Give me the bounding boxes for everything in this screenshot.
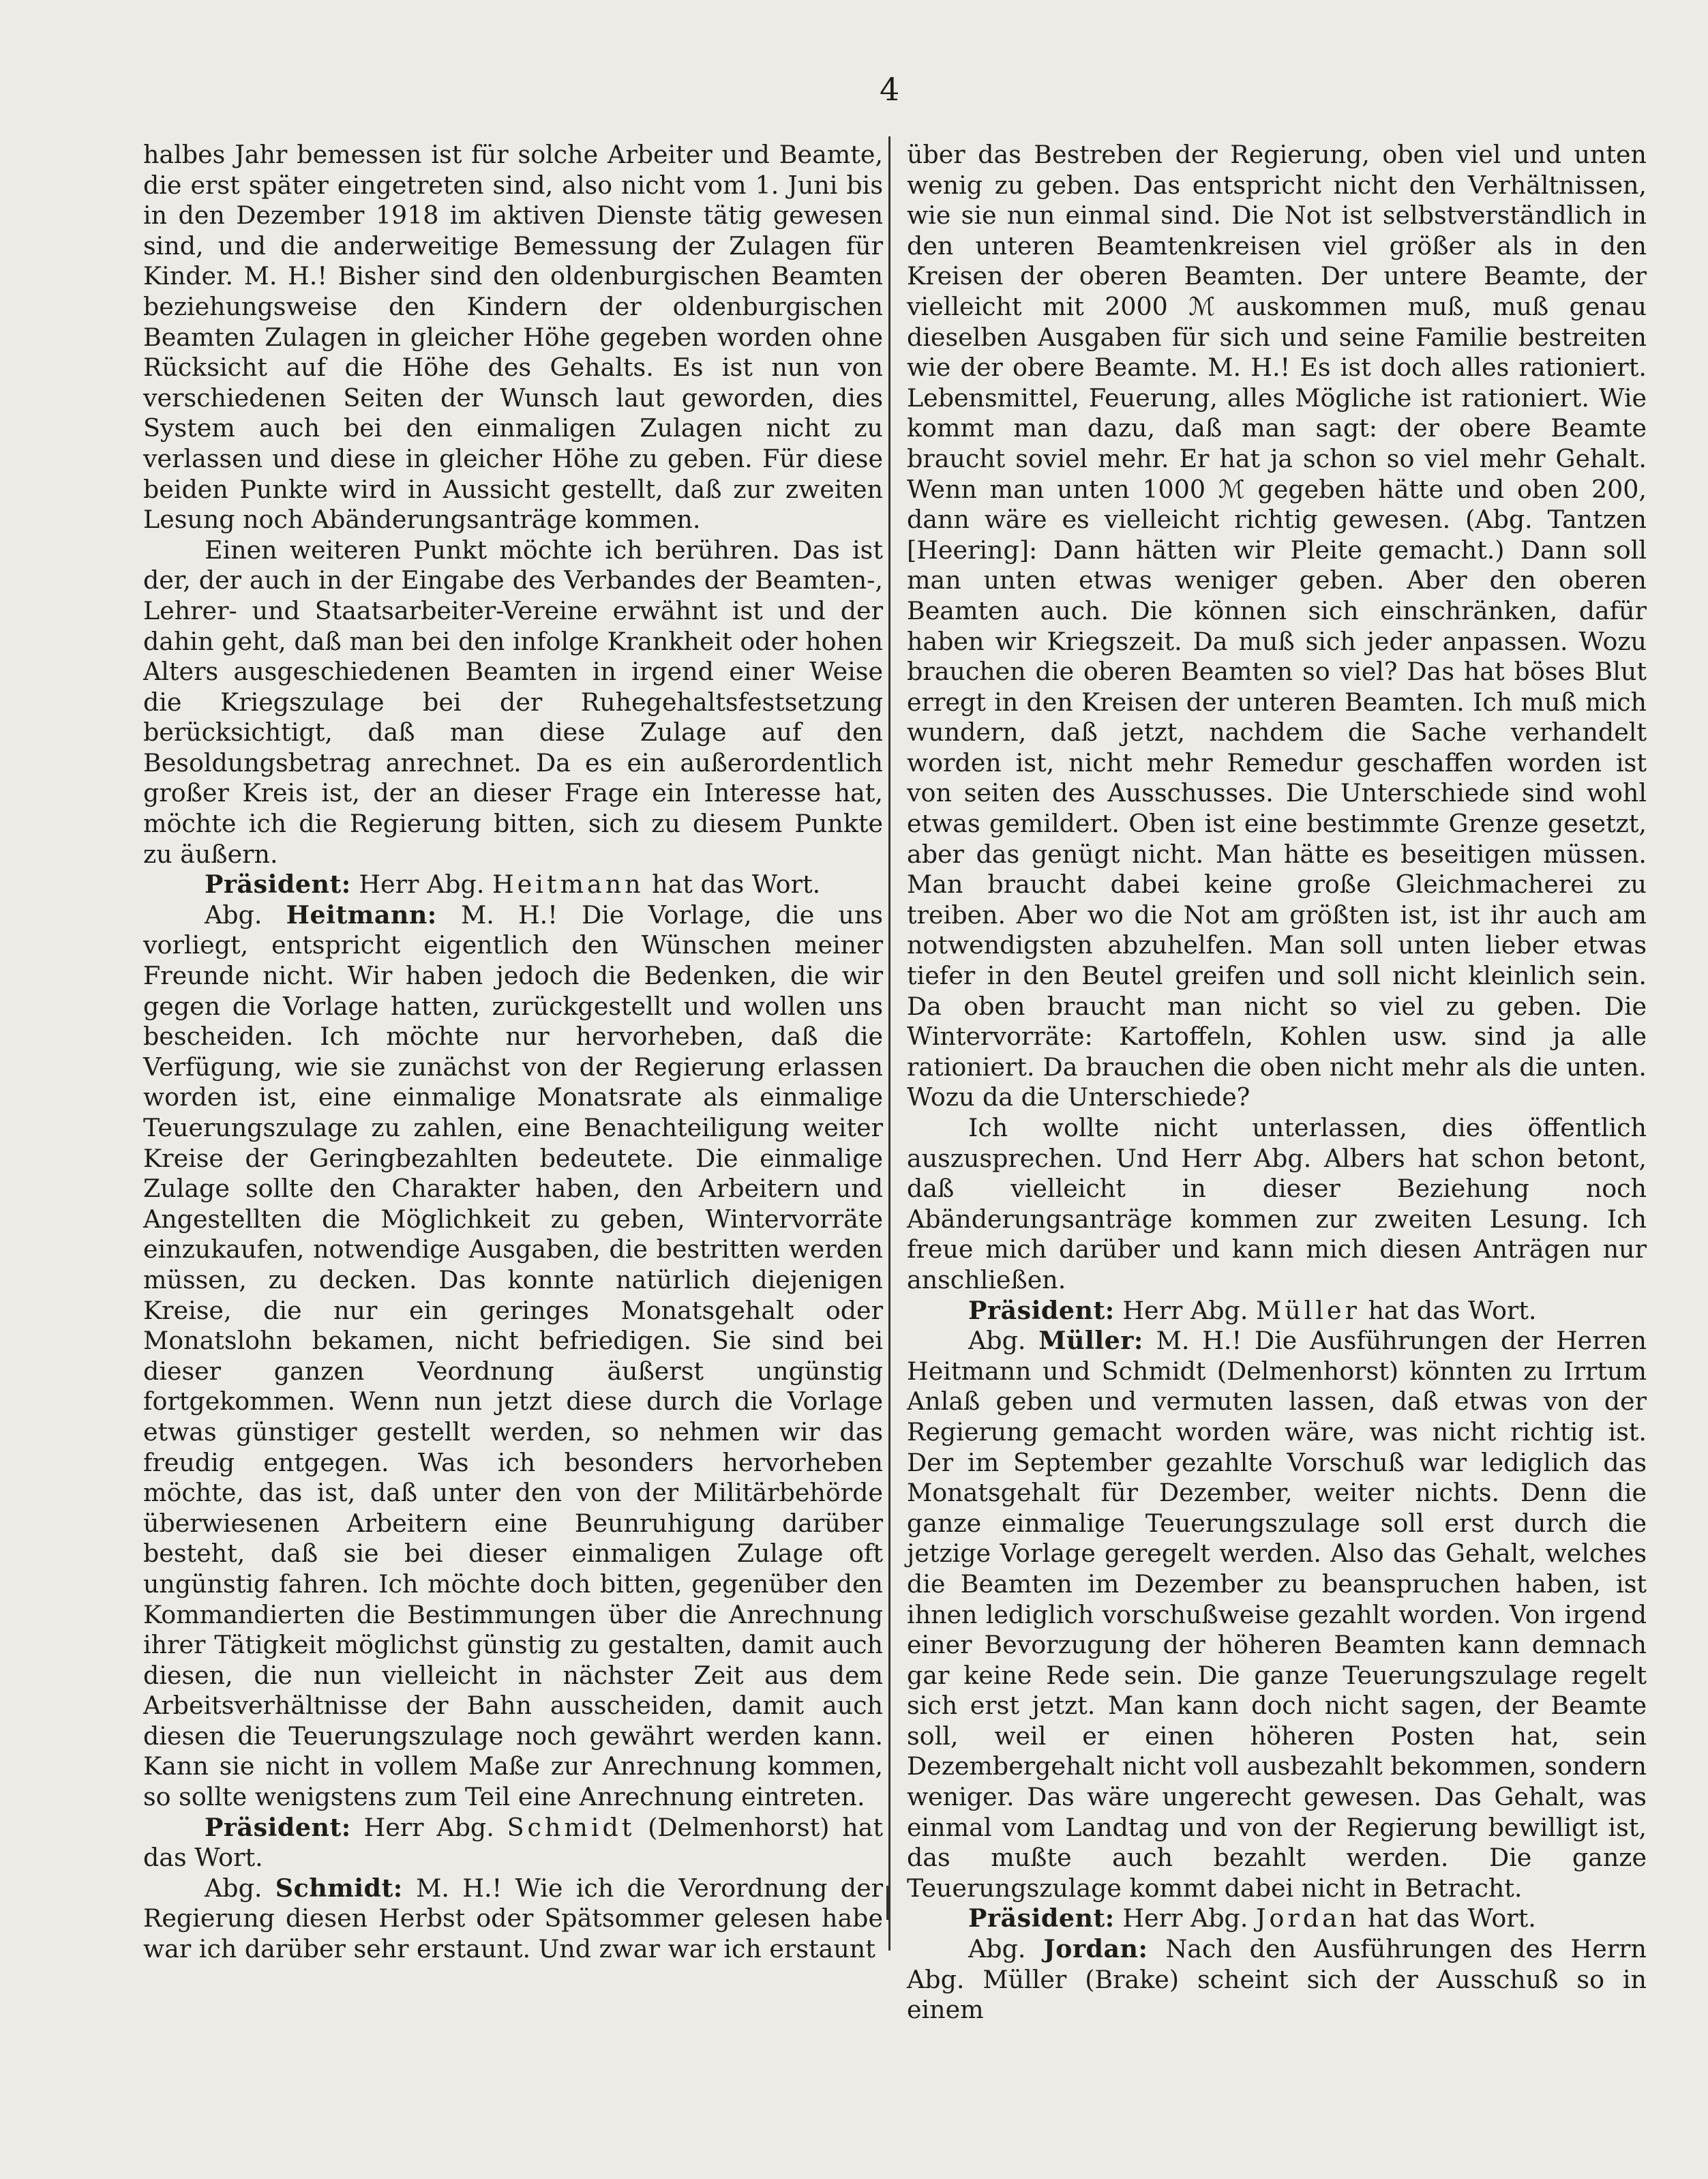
speech-text: hat das Wort. <box>652 870 821 900</box>
speaker-label: Präsident: <box>205 1812 351 1842</box>
paragraph: Einen weiteren Punkt möchte ich berühren. Das ist der, der auch in der Eingabe des Verbandes der Beamten-, Lehrer- und Staatsarbeiter-Vereine erwähnt ist und der dahin geht, daß man bei den infolge Krankheit oder hohen Alters ausgeschiedenen Beamten in irgend einer Weise die Kriegszulage bei der Ruhegehaltsfestsetzung berücksichtigt, daß man diese Zulage auf den Besoldungsbetrag anrechnet. Da es ein außerordentlich großer Kreis ist, der an dieser Frage ein Interesse hat, möchte ich die Regierung bitten, sich zu diesem Punkte zu äußern. <box>143 535 883 869</box>
speaker-label: Präsident: <box>968 1903 1115 1933</box>
speaker-label: Schmidt: <box>275 1873 403 1903</box>
speaker-name: Jordan <box>1255 1903 1360 1933</box>
column-divider <box>888 136 890 1951</box>
left-column <box>143 140 883 1965</box>
speech-text: M. H.! Die Ausführungen der Herren Heitmann und Schmidt (Delmenhorst) könnten zu Irrtum Anlaß geben und vermuten lassen, daß etwas von der Regierung gemacht worden wäre, was nicht richtig ist. Der im September gezahlte Vorschuß war lediglich das Monatsgehalt für Dezember, weiter nichts. Denn die ganze einmalige Teuerungszulage soll erst durch die jetzige Vorlage geregelt werden. Also das Gehalt, welches die Beamten im Dezember zu beanspruchen haben, ist ihnen lediglich vorschußweise gezahlt worden. Von irgend einer Bevorzugung der höheren Beamten kann demnach gar keine Rede sein. Die ganze Teuerungszulage regelt sich erst jetzt. Man kann doch nicht sagen, der Beamte soll, weil er einen höheren Posten hat, sein Dezembergehalt nicht voll ausbezahlt bekommen, sondern weniger. Das wäre ungerecht gewesen. Das Gehalt, was einmal vom Landtag und von der Regierung bewilligt ist, das mußte auch bezahlt werden. Die ganze Teuerungszulage kommt dabei nicht in Betracht. <box>907 1326 1647 1903</box>
speaker-label: Jordan: <box>1043 1934 1148 1964</box>
speaker-name: Schmidt <box>507 1812 635 1842</box>
speaker-paragraph <box>143 1873 883 1965</box>
speech-text: hat das Wort. <box>1367 1903 1536 1933</box>
speaker-paragraph <box>907 1903 1647 1934</box>
speaker-prefix: Herr Abg. <box>359 870 485 900</box>
page-number: 4 <box>880 71 900 108</box>
speech-text: hat das Wort. <box>1368 1295 1537 1325</box>
speaker-label: Heitmann: <box>286 900 437 930</box>
speech-text: M. H.! Wie ich die Verordnung der Regierung diesen Herbst oder Spätsommer gelesen habe war ich darüber sehr erstaunt. Und zwar war ich erstaunt <box>143 1873 883 1964</box>
speaker-prefix: Herr Abg. <box>1122 1903 1248 1933</box>
right-column <box>907 140 1647 2026</box>
speaker-label: Müller: <box>1038 1326 1143 1356</box>
speaker-paragraph <box>143 1813 883 1873</box>
speaker-paragraph <box>907 1934 1647 2026</box>
speaker-prefix: Abg. <box>968 1326 1026 1356</box>
paragraph: Ich wollte nicht unterlassen, dies öffentlich auszusprechen. Und Herr Abg. Albers hat schon betont, daß vielleicht in dieser Beziehung noch Abänderungsanträge kommen zur zweiten Lesung. Ich freue mich darüber und kann mich diesen Anträgen nur anschließen. <box>907 1113 1647 1294</box>
speaker-label: Präsident: <box>205 870 351 900</box>
speaker-name: Müller <box>1255 1295 1360 1325</box>
speaker-paragraph <box>907 1296 1647 1326</box>
margin-mark <box>886 1886 888 1920</box>
speaker-paragraph <box>907 1326 1647 1903</box>
speaker-name: Heitmann <box>492 870 644 900</box>
speech-text: M. H.! Die Vorlage, die uns vorliegt, entspricht eigentlich den Wünschen meiner Freunde nicht. Wir haben jedoch die Bedenken, die wir gegen die Vorlage hatten, zurückgestellt und wollen uns bescheiden. Ich möchte nur hervorheben, daß die Verfügung, wie sie zunächst von der Regierung erlassen worden ist, eine einmalige Monatsrate als einmalige Teuerungszulage zu zahlen, eine Benachteiligung weiter Kreise der Geringbezahlten bedeutete. Die einmalige Zulage sollte den Charakter haben, den Arbeitern und Angestellten die Möglichkeit zu geben, Wintervorräte einzukaufen, notwendige Ausgaben, die bestritten werden müssen, zu decken. Das konnte natürlich diejenigen Kreise, die nur ein geringes Monatsgehalt oder Monatslohn bekamen, nicht befriedigen. Sie sind bei dieser ganzen Veordnung äußerst ungünstig fortgekommen. Wenn nun jetzt diese durch die Vorlage etwas günstiger gestellt werden, so nehmen wir das freudig entgegen. Was ich besonders hervorheben möchte, das ist, daß unter den von der Militärbehörde überwiesenen Arbeitern eine Beunruhigung darüber besteht, daß sie bei dieser einmaligen Zulage oft ungünstig fahren. Ich möchte doch bitten, gegenüber den Kommandierten die Bestimmungen über die Anrechnung ihrer Tätigkeit möglichst günstig zu gestalten, damit auch diesen, die nun vielleicht in nächster Zeit aus dem Arbeitsverhältnisse der Bahn ausscheiden, damit auch diesen die Teuerungszulage noch gewährt werden kann. Kann sie nicht in vollem Maße zur Anrechnung kommen, so sollte wenigstens zum Teil eine Anrechnung eintreten. <box>143 900 883 1812</box>
speaker-paragraph <box>143 870 883 900</box>
speaker-paragraph <box>143 900 883 1813</box>
speaker-prefix: Herr Abg. <box>363 1812 494 1842</box>
speaker-prefix: Herr Abg. <box>1122 1295 1248 1325</box>
speech-text: (Delmenhorst) hat das Wort. <box>143 1812 883 1873</box>
speaker-label: Präsident: <box>968 1295 1115 1325</box>
speech-text: Nach den Ausführungen des Herrn Abg. Müller (Brake) scheint sich der Ausschuß so in einem <box>907 1934 1647 2025</box>
paragraph: über das Bestreben der Regierung, oben viel und unten wenig zu geben. Das entspricht nicht den Verhältnissen, wie sie nun einmal sind. Die Not ist selbstverständlich in den unteren Beamtenkreisen viel größer als in den Kreisen der oberen Beamten. Der untere Beamte, der vielleicht mit 2000 ℳ auskommen muß, muß genau dieselben Ausgaben für sich und seine Familie bestreiten wie der obere Beamte. M. H.! Es ist doch alles rationiert. Lebensmittel, Feuerung, alles Mögliche ist rationiert. Wie kommt man dazu, daß man sagt: der obere Beamte braucht soviel mehr. Er hat ja schon so viel mehr Gehalt. Wenn man unten 1000 ℳ gegeben hätte und oben 200, dann wäre es vielleicht richtig gewesen. (Abg. Tantzen [Heering]: Dann hätten wir Pleite gemacht.) Dann soll man unten etwas weniger geben. Aber den oberen Beamten auch. Die können sich einschränken, dafür haben wir Kriegszeit. Da muß sich jeder anpassen. Wozu brauchen die oberen Beamten so viel? Das hat böses Blut erregt in den Kreisen der unteren Beamten. Ich muß mich wundern, daß jetzt, nachdem die Sache verhandelt worden ist, nicht mehr Remedur geschaffen worden ist von seiten des Ausschusses. Die Unterschiede sind wohl etwas gemildert. Oben ist eine bestimmte Grenze gesetzt, aber das genügt nicht. Man hätte es beseitigen müssen. Man braucht dabei keine große Gleichmacherei zu treiben. Aber wo die Not am größten ist, ist ihr auch am notwendigsten abzuhelfen. Man soll unten lieber etwas tiefer in den Beutel greifen und soll nicht kleinlich sein. Da oben braucht man nicht so viel zu geben. Die Wintervorräte: Kartoffeln, Kohlen usw. sind ja alle rationiert. Da brauchen die oben nicht mehr als die unten. Wozu da die Unterschiede? <box>907 140 1647 1112</box>
paragraph: halbes Jahr bemessen ist für solche Arbeiter und Beamte, die erst später eingetreten sind, also nicht vom 1. Juni bis in den Dezember 1918 im aktiven Dienste tätig gewesen sind, und die anderweitige Bemessung der Zulagen für Kinder. M. H.! Bisher sind den oldenburgischen Beamten beziehungsweise den Kindern der oldenburgischen Beamten Zulagen in gleicher Höhe gegeben worden ohne Rücksicht auf die Höhe des Gehalts. Es ist nun von verschiedenen Seiten der Wunsch laut geworden, dies System auch bei den einmaligen Zulagen nicht zu verlassen und diese in gleicher Höhe zu geben. Für diese beiden Punkte wird in Aussicht gestellt, daß zur zweiten Lesung noch Abänderungsanträge kommen. <box>143 140 883 535</box>
speaker-prefix: Abg. <box>205 900 263 930</box>
speaker-prefix: Abg. <box>205 1873 263 1903</box>
speaker-prefix: Abg. <box>968 1934 1026 1964</box>
